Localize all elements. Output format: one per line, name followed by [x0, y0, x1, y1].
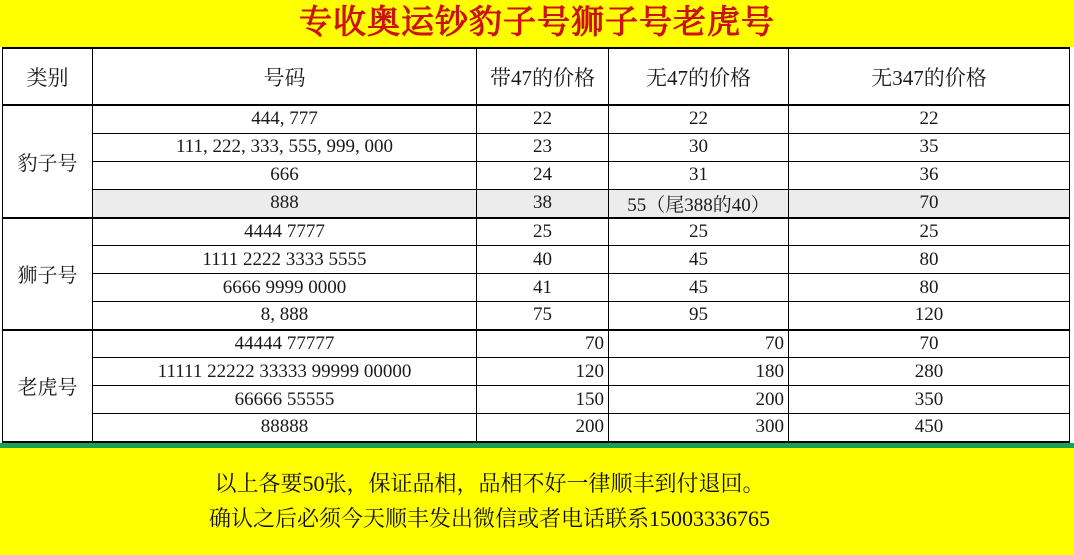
price-no347-cell: 350: [789, 386, 1070, 414]
number-cell: 444, 777: [93, 105, 477, 133]
price-no347-cell: 80: [789, 274, 1070, 302]
table-row: [3, 218, 1070, 246]
price-with47-cell: 75: [477, 302, 609, 330]
table-row: [3, 133, 1070, 161]
price-with47-cell: 23: [477, 133, 609, 161]
table-wrapper: [0, 47, 1074, 443]
number-cell: 111, 222, 333, 555, 999, 000: [93, 133, 477, 161]
footer-line-2: 确认之后必须今天顺丰发出微信或者电话联系15003336765: [208, 505, 770, 531]
price-no347-cell: 80: [789, 246, 1070, 274]
header-price-no47: 无47的价格: [609, 48, 789, 105]
page-title: 专收奥运钞豹子号狮子号老虎号: [299, 5, 775, 41]
header-category: 类别: [3, 48, 93, 105]
price-table-body: [3, 105, 1070, 442]
price-with47-cell: 200: [477, 414, 609, 442]
price-no347-cell: 70: [789, 330, 1070, 358]
table-row: [3, 414, 1070, 442]
number-cell: 8, 888: [93, 302, 477, 330]
price-no47-cell: 95: [609, 302, 789, 330]
price-no47-cell: 180: [609, 358, 789, 386]
price-no347-cell: 35: [789, 133, 1070, 161]
table-row: [3, 105, 1070, 133]
table-row: [3, 161, 1070, 189]
header-price-with47: 带47的价格: [477, 48, 609, 105]
price-no347-cell: 280: [789, 358, 1070, 386]
number-cell: 4444 7777: [93, 218, 477, 246]
number-cell: 888: [93, 189, 477, 218]
header-row: [3, 48, 1070, 105]
price-with47-cell: 38: [477, 189, 609, 218]
number-cell: 88888: [93, 414, 477, 442]
price-no347-cell: 22: [789, 105, 1070, 133]
price-no347-cell: 120: [789, 302, 1070, 330]
price-no47-cell: 22: [609, 105, 789, 133]
table-row: [3, 358, 1070, 386]
table-row: [3, 330, 1070, 358]
price-no47-cell: 55（尾388的40）: [609, 189, 789, 218]
category-cell: 狮子号: [3, 218, 93, 330]
price-table: [2, 47, 1070, 443]
title-banner: [0, 0, 1074, 47]
price-with47-cell: 25: [477, 218, 609, 246]
price-no47-cell: 31: [609, 161, 789, 189]
header-number: 号码: [93, 48, 477, 105]
table-row: [3, 246, 1070, 274]
price-no347-cell: 36: [789, 161, 1070, 189]
footer-notice: [0, 448, 1074, 555]
price-no347-cell: 70: [789, 189, 1070, 218]
category-cell: 老虎号: [3, 330, 93, 442]
number-cell: 44444 77777: [93, 330, 477, 358]
table-row: [3, 386, 1070, 414]
category-cell: 豹子号: [3, 105, 93, 218]
price-no47-cell: 300: [609, 414, 789, 442]
price-with47-cell: 40: [477, 246, 609, 274]
price-no47-cell: 45: [609, 246, 789, 274]
price-with47-cell: 120: [477, 358, 609, 386]
table-header: [3, 48, 1070, 105]
price-no47-cell: 45: [609, 274, 789, 302]
header-price-no347: 无347的价格: [789, 48, 1070, 105]
table-row: [3, 302, 1070, 330]
table-row: [3, 189, 1070, 218]
number-cell: 666: [93, 161, 477, 189]
number-cell: 1111 2222 3333 5555: [93, 246, 477, 274]
price-no47-cell: 30: [609, 133, 789, 161]
number-cell: 11111 22222 33333 99999 00000: [93, 358, 477, 386]
price-no47-cell: 70: [609, 330, 789, 358]
price-no347-cell: 25: [789, 218, 1070, 246]
price-no47-cell: 25: [609, 218, 789, 246]
footer-line-1: 以上各要50张，保证品相，品相不好一律顺丰到付退回。: [214, 471, 765, 497]
price-with47-cell: 24: [477, 161, 609, 189]
price-with47-cell: 22: [477, 105, 609, 133]
number-cell: 6666 9999 0000: [93, 274, 477, 302]
price-with47-cell: 41: [477, 274, 609, 302]
price-no47-cell: 200: [609, 386, 789, 414]
table-row: [3, 274, 1070, 302]
price-no347-cell: 450: [789, 414, 1070, 442]
number-cell: 66666 55555: [93, 386, 477, 414]
price-with47-cell: 70: [477, 330, 609, 358]
price-with47-cell: 150: [477, 386, 609, 414]
